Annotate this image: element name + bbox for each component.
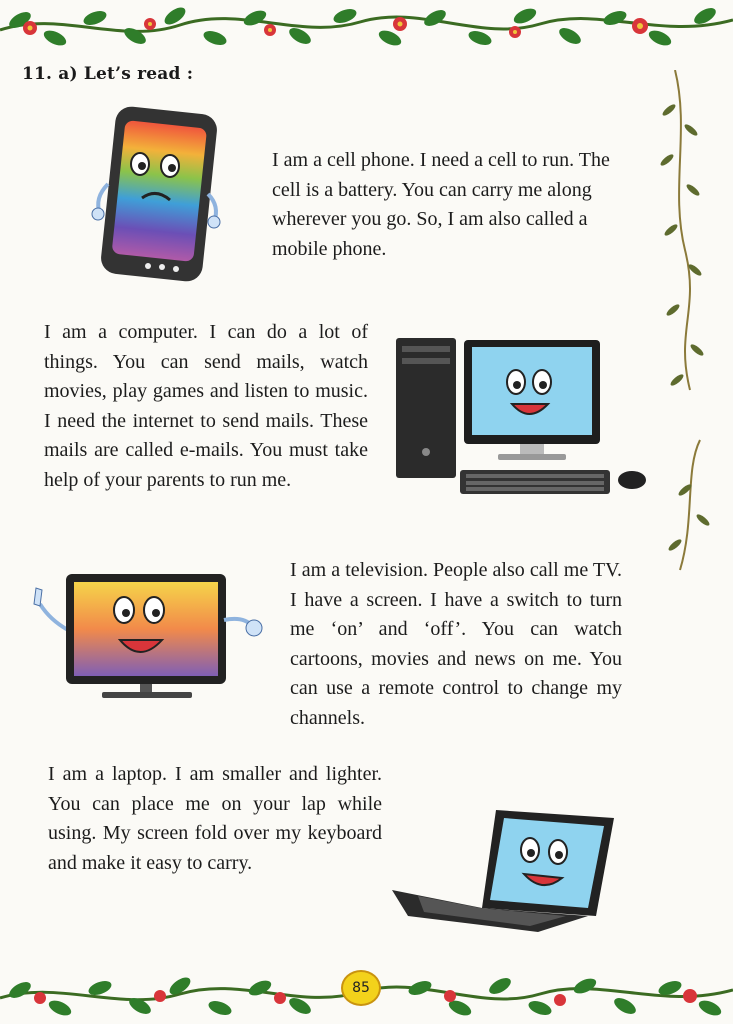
laptop-illustration	[388, 804, 620, 936]
computer-illustration	[394, 334, 656, 500]
television-illustration	[22, 570, 266, 704]
vine-decoration-icon	[0, 0, 733, 60]
page-number-badge: 85	[341, 970, 381, 1006]
phone-paragraph: I am a cell phone. I need a cell to run. The cell is a battery. You can carry me along wherever you go. So, I am also called a mobile phone.	[272, 149, 610, 260]
laptop-icon	[388, 804, 620, 936]
television-icon	[22, 570, 266, 704]
cell-phone-icon	[86, 106, 226, 284]
computer-paragraph: I am a computer. I can do a lot of things. You can send mails, watch movies, play games and listen to music. I need the internet to send mails. These mails are called e-mails. You must take help of your parents to run me.	[44, 321, 368, 491]
exercise-heading: 11. a) Let’s read :	[22, 64, 194, 84]
hanging-vine-icon	[655, 70, 725, 580]
computer-icon	[394, 334, 656, 500]
laptop-paragraph: I am a laptop. I am smaller and lighter. You can place me on your lap while using. My screen fold over my keyboard and make it easy to carry.	[48, 763, 382, 874]
television-paragraph: I am a television. People also call me TV. I have a screen. I have a switch to turn me ‘on’ and ‘off’. You can watch cartoons, movies and news on me. You can use a remote control to change my channels.	[290, 559, 622, 729]
hanging-vine-decoration	[655, 70, 725, 580]
cell-phone-illustration	[86, 106, 226, 284]
top-vine-border	[0, 0, 733, 60]
